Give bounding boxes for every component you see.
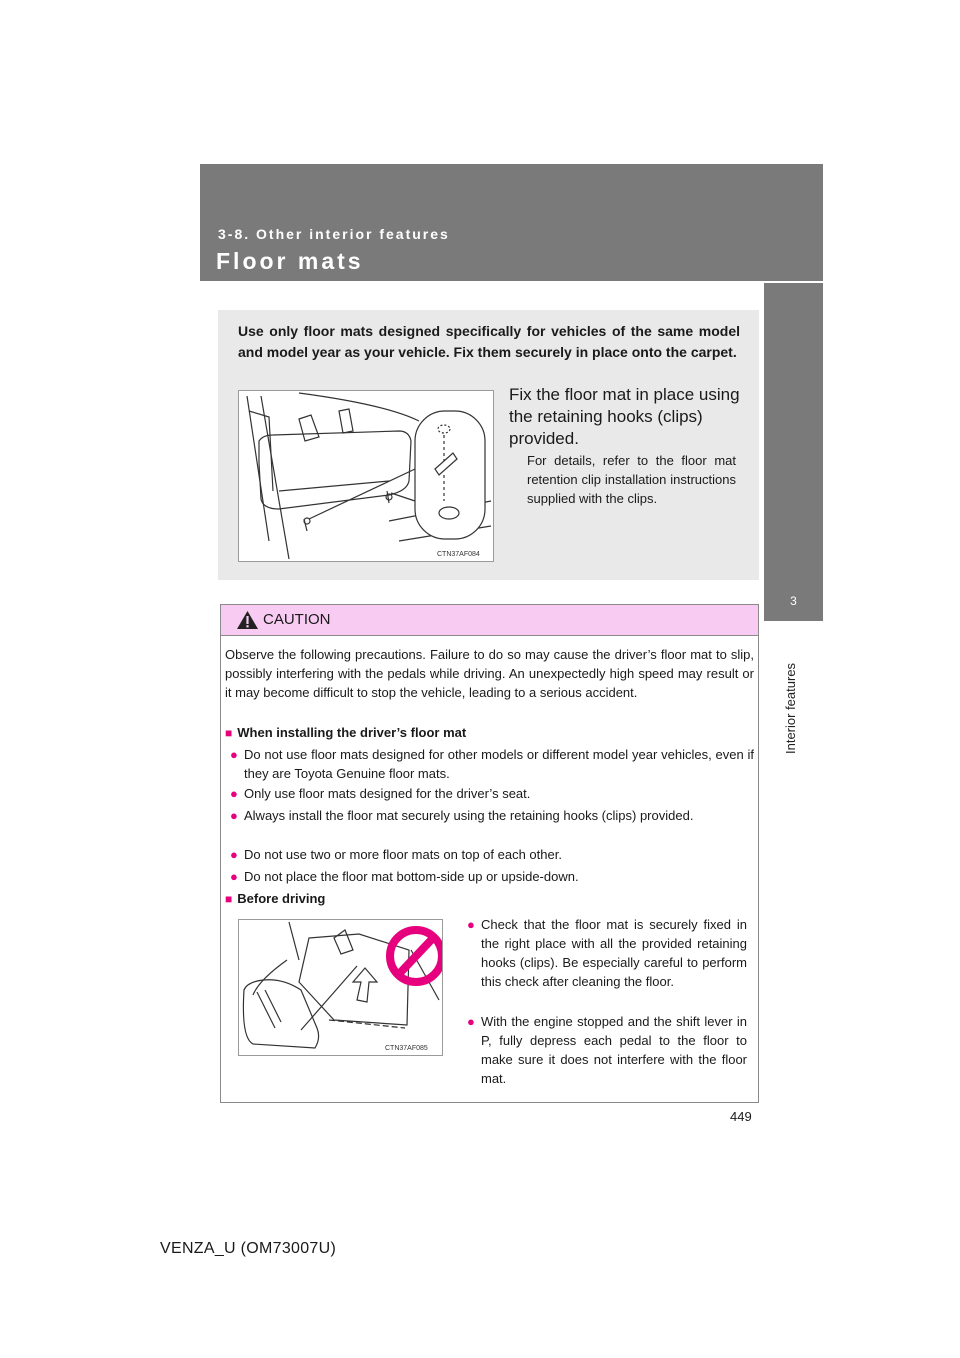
caution-header <box>221 605 758 636</box>
bullet-icon: ● <box>230 847 238 862</box>
section-label: 3-8. Other interior features <box>218 226 450 242</box>
bullet-icon: ● <box>230 808 238 823</box>
document-code: VENZA_U (OM73007U) <box>160 1240 337 1257</box>
floor-mat-pedal-illustration <box>238 919 443 1056</box>
fix-instruction: Fix the floor mat in place using the retaining hooks (clips) provided. <box>509 385 740 448</box>
floor-mat-clip-illustration <box>238 390 494 562</box>
bullet-icon: ● <box>230 869 238 884</box>
details-text: For details, refer to the floor mat retention clip installation instructions supplied with the clips. <box>527 453 736 506</box>
square-bullet-icon: ■ <box>225 726 233 740</box>
pedal-drawing <box>239 920 442 1055</box>
page-number: 449 <box>730 1109 752 1124</box>
chapter-tab <box>764 283 823 621</box>
page-title: Floor mats <box>216 248 364 274</box>
square-bullet-icon: ■ <box>225 892 233 906</box>
bullet-icon: ● <box>230 786 238 801</box>
list-item: ● Check that the floor mat is securely fixed in the right place with all the provided retaining hooks (clips). Be especially careful to perform this check after cleaning the floor. <box>467 917 747 989</box>
floor-mat-drawing <box>239 391 493 561</box>
prohibited-slash <box>399 938 433 974</box>
caution-intro: Observe the following precautions. Failure to do so may cause the driver’s floor mat to slip, possibly interfering with the pedals while driving. An unexpectedly high speed may result or it may become difficult to stop the vehicle, leading to a serious accident. <box>225 647 754 700</box>
chapter-title <box>765 630 815 770</box>
list-item: ● With the engine stopped and the shift lever in P, fully depress each pedal to the floor to make sure it does not interfere with the floor mat. <box>467 1014 747 1086</box>
figure-code: CTN37AF084 <box>437 551 480 558</box>
figure-code-2: CTN37AF085 <box>385 1045 428 1052</box>
list-item: ● Always install the floor mat securely using the retaining hooks (clips) provided. <box>230 808 694 823</box>
caution-title: CAUTION <box>263 611 331 628</box>
list-item: ● Only use floor mats designed for the driver’s seat. <box>230 786 531 801</box>
chapter-title-text: Interior features <box>783 662 798 754</box>
warning-triangle-icon <box>236 610 259 630</box>
chapter-number: 3 <box>790 594 797 608</box>
bullet-icon: ● <box>230 747 238 762</box>
list-item: ● Do not use two or more floor mats on top of each other. <box>230 847 562 862</box>
bullet-icon: ● <box>467 917 475 932</box>
list-item: ● Do not place the floor mat bottom-side up or upside-down. <box>230 869 579 884</box>
intro-text: Use only floor mats designed specifically for vehicles of the same model and model year as your vehicle. Fix them securely in place onto the carpet. <box>238 323 740 360</box>
list-item: ● Do not use floor mats designed for other models or different model year vehicles, even if they are Toyota Genuine floor mats. <box>230 747 754 781</box>
section-heading-before-driving: ■ Before driving <box>225 891 326 906</box>
bullet-icon: ● <box>467 1014 475 1029</box>
section-heading-installing: ■ When installing the driver’s floor mat <box>225 725 467 740</box>
